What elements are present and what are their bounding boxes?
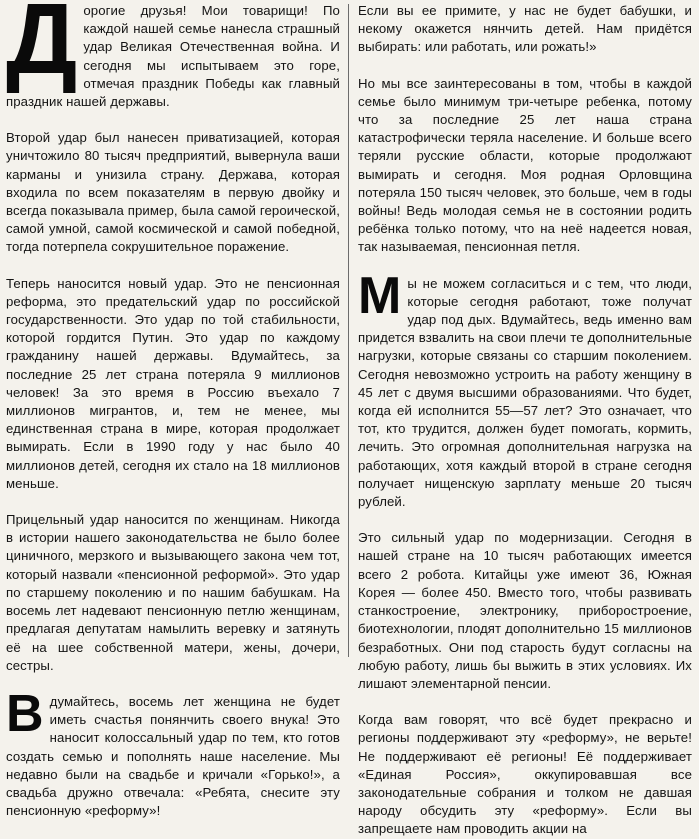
paragraph-text: думайтесь, восемь лет женщина не будет иметь счастья понянчить своего внука! Это наносит колоссальный удар по тем, кто готов создать семью и пополнять наше население. Мы недавно были на свадьбе и кричали «Горько!», а свадьба дружно отвечала: «Ребята, снесите эту пенсионную «реформу»! <box>6 693 340 819</box>
paragraph-demography: Но мы все заинтересованы в том, чтобы в каждой семье было минимум три-четыре ребенка, потому что за последние 25 лет наша страна катастрофически теряла население. И больше всего теряли русские области, которые продолжают вымирать и сегодня. Моя родная Орловщина потеряла 150 тысяч человек, это больше, чем в годы войны! Ведь молодая семья не в состоянии родить ребёнка только потому, что на неё надеется новая, так называемая, пенсионная петля. <box>358 75 692 255</box>
dropcap-letter: Д <box>6 0 78 95</box>
paragraph-workers <box>358 266 692 512</box>
paragraph-modernization: Это сильный удар по модернизации. Сегодня в нашей стране на 10 тысяч работающих имеется всего 2 робота. Китайцы уже имеют 36, Южная Корея — более 450. Вместо того, чтобы развивать станкостроение, электронику, приборостроение, биотехнологии, плодят дополнительно 15 миллионов безработных. Они под старость будут согласны на любую работу, лишь бы выжить в этих условиях. Их лишают элементарной пенсии. <box>358 530 692 691</box>
paragraph-privatization: Второй удар был нанесен приватизацией, которая уничтожило 80 тысяч предприятий, вывернула ваши карманы и унизила страну. Держава, которая входила по всем показателям в первую двойку и всегда показывала пример, была самой героической, самой умной, самой космической и самой победной, тогда потерпела сокрушительное поражение. <box>6 130 340 255</box>
column-divider <box>348 4 349 657</box>
left-column <box>6 0 340 820</box>
dropcap-letter: В <box>6 684 44 743</box>
paragraph-regions: Когда вам говорят, что всё будет прекрасно и регионы поддерживают эту «реформу», не верьте! Не поддерживают её регионы! Её поддерживает «Единая Россия», оккупировавшая все законодательные собрания и толком не давшая народу обсудить эту «реформу». Если вы запрещаете нам проводить акции на <box>358 712 692 837</box>
dropcap-letter: М <box>358 266 402 325</box>
paragraph-continuation: Если вы ее примите, у нас не будет бабушки, и некому окажется нянчить детей. Нам придётся выбирать: или работать, или рожать!» <box>358 3 692 55</box>
paragraph-text: ы не можем согласиться и с тем, что люди, которые сегодня работают, тоже получат удар под дых. Вдумайтесь, ведь именно вам придется взвалить на свои плечи те дополнительные нагрузки, которые связаны со старшим поколением. Сегодня невозможно устроить на работу женщину в 45 лет с двумя высшими образованиями. Что будет, когда ей исполнится 55—57 лет? Это означает, что тот, кто трудится, должен будет помогать, кормить, лечить. Это огромная дополнительная нагрузка на работающих, хотя каждый второй в стране сегодня получает нищенскую зарплату меньше 20 тысяч рублей. <box>358 275 692 510</box>
paragraph-text: орогие друзья! Мои товарищи! По каждой нашей семье нанесла страшный удар Великая Отечественная война. И сегодня мы испытываем это горе, отмечая праздник Победы как главный праздник нашей державы. <box>6 3 340 110</box>
right-column <box>358 0 692 839</box>
paragraph-intro <box>6 2 340 111</box>
paragraph-grandchildren <box>6 684 340 820</box>
paragraph-women: Прицельный удар наносится по женщинам. Никогда в истории нашего законодательства не было более циничного, мерзкого и вызывающего закона чем тот, который назвали «пенсионной реформой». Это удар по старшему поколению и по нашим бабушкам. На восемь лет надевают пенсионную петлю женщинам, предлагая депутатам намылить веревку и затянуть её на шее собственной матери, жены, дочери, сестры. <box>6 512 340 673</box>
paragraph-pension-reform: Теперь наносится новый удар. Это не пенсионная реформа, это предательский удар по российской государственности. Это удар по той стабильности, которой гордится Путин. Это удар по каждому гражданину нашей державы. Вдумайтесь, за последние 25 лет страна потеряла 9 миллионов человек! За это время в Россию въехало 7 миллионов мигрантов, и, тем не менее, мы единственная страна в мире, которая продолжает вымирать. Если в 1990 году у нас было 40 миллионов детей, сегодня их стало на 18 миллионов меньше. <box>6 275 340 491</box>
